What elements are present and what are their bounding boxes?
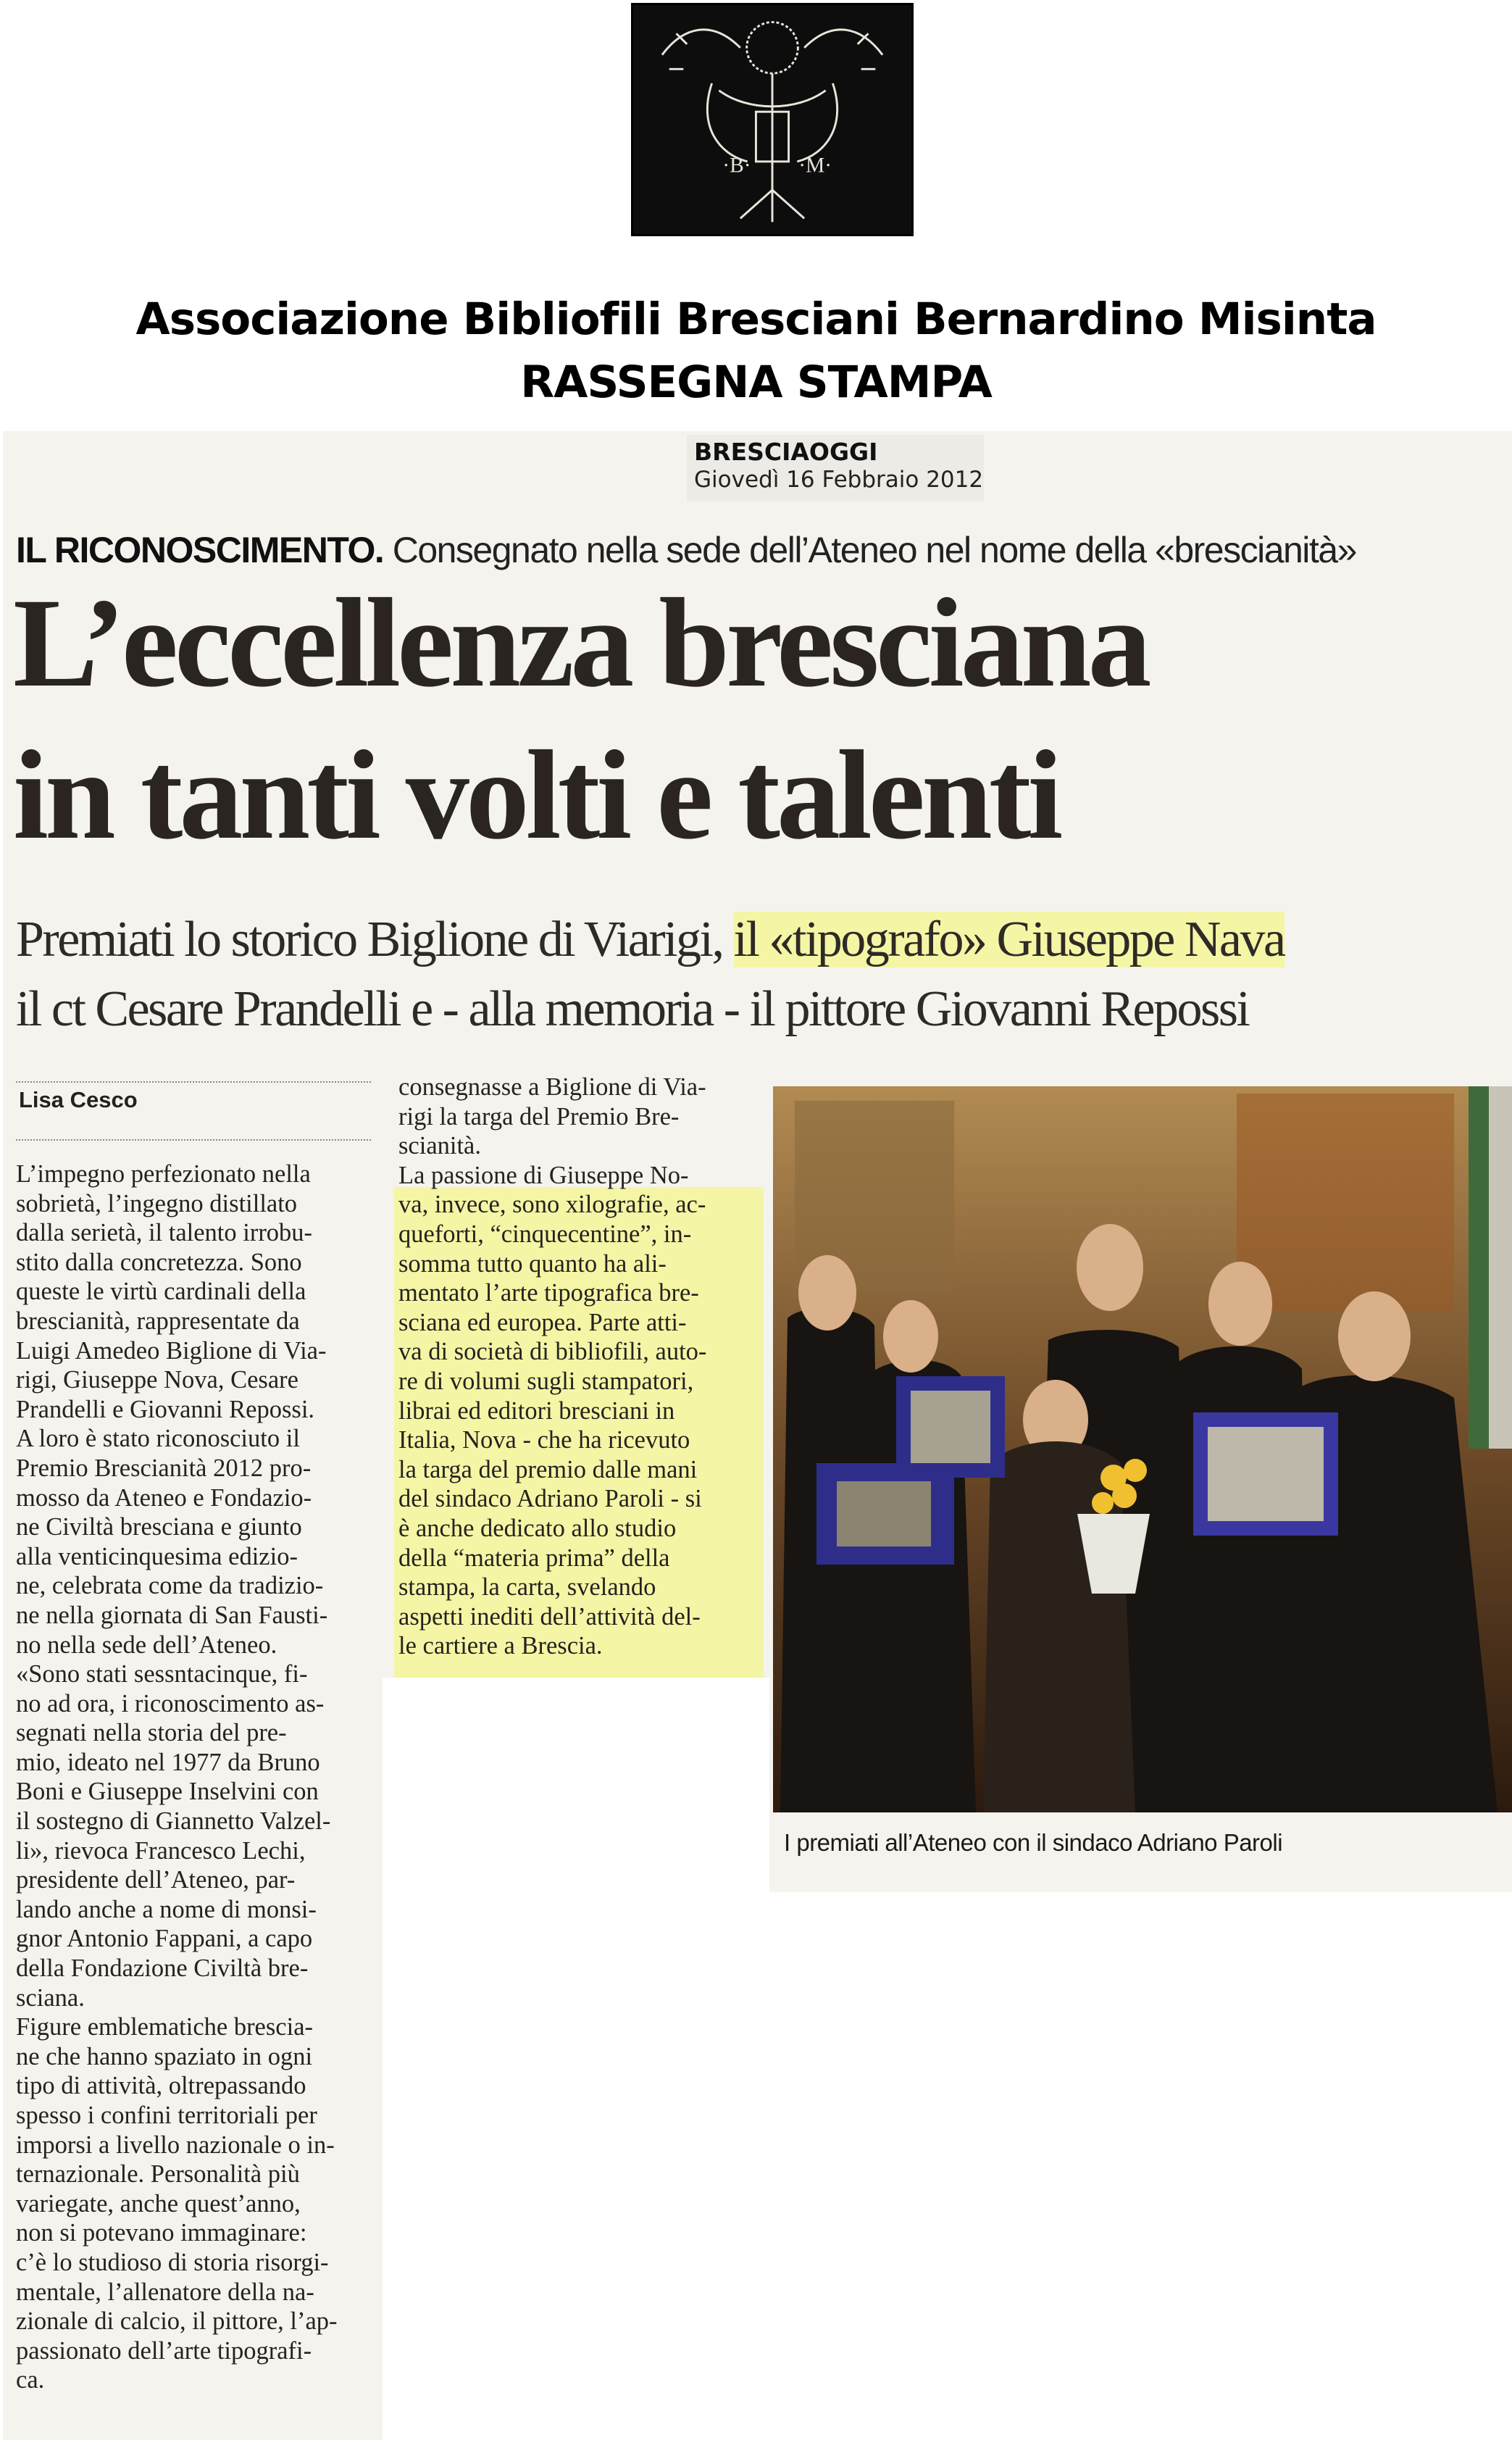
article-text-line: va di società di bibliofili, auto- <box>398 1338 707 1366</box>
clipping-cutout <box>769 1892 1512 2440</box>
article-text-line: queforti, “cinquecentine”, in- <box>398 1220 692 1248</box>
article-text-line: stampa, la carta, svelando <box>398 1573 656 1602</box>
clipping-cutout <box>383 1678 769 2440</box>
article-kicker <box>16 529 1356 571</box>
article-text-line: della “materia prima” della <box>398 1544 670 1572</box>
article-text-line: lando anche a nome di monsi- <box>16 1895 317 1923</box>
kicker-text: Consegnato nella sede dell’Ateneo nel nome della «brescianità» <box>383 530 1356 570</box>
article-text-line: aspetti inediti dell’attività del- <box>398 1602 701 1631</box>
article-text-line: presidente dell’Ateneo, par- <box>16 1866 296 1894</box>
article-text-line: librai ed editori bresciani in <box>398 1396 675 1425</box>
logo-letter-m: ·M· <box>798 154 832 178</box>
article-text-line: c’è lo studioso di storia risorgi- <box>16 2248 329 2276</box>
article-text-line: non si potevano immaginare: <box>16 2219 307 2247</box>
newspaper-name: BRESCIAOGGI <box>694 438 878 466</box>
article-text-line: scianità. <box>398 1132 481 1160</box>
article-text-line: ne nella giornata di San Fausti- <box>16 1601 328 1629</box>
award-ceremony-photo <box>773 1086 1512 1812</box>
article-text-line: la targa del premio dalle mani <box>398 1455 698 1483</box>
article-text-line: spesso i confini territoriali per <box>16 2102 317 2129</box>
organization-name: Associazione Bibliofili Bresciani Bernardino Misinta <box>135 293 1377 345</box>
article-text-line: Premio Brescianità 2012 pro- <box>16 1454 312 1482</box>
article-text-line: somma tutto quanto ha ali- <box>398 1249 667 1278</box>
byline-divider <box>16 1081 371 1083</box>
article-text-line: sciana ed europea. Parte atti- <box>398 1308 687 1336</box>
article-text-line: «Sono stati sessntacinque, fi- <box>16 1660 308 1689</box>
article-text-line: va, invece, sono xilografie, ac- <box>398 1191 706 1219</box>
article-text-line: del sindaco Adriano Paroli - si <box>398 1485 702 1513</box>
article-text-line: mio, ideato nel 1977 da Bruno <box>16 1748 320 1776</box>
article-text-line: L’impegno perfezionato nella <box>16 1160 311 1188</box>
article-text-line: ca. <box>16 2366 45 2394</box>
byline: Lisa Cesco <box>19 1087 138 1112</box>
tree-emblem-icon <box>633 5 911 234</box>
article-text-line: Italia, Nova - che ha ricevuto <box>398 1426 690 1454</box>
byline-divider <box>16 1139 371 1141</box>
article-text-line: zionale di calcio, il pittore, l’ap- <box>16 2307 338 2336</box>
logo-letter-b: ·B· <box>722 154 751 178</box>
article-text-line: ne che hanno spaziato in ogni <box>16 2042 313 2070</box>
article-text-line: consegnasse a Biglione di Via- <box>398 1073 706 1101</box>
article-text-line: il sostegno di Giannetto Valzel- <box>16 1807 331 1836</box>
misinta-logo <box>631 3 914 236</box>
article-text-line: sobrietà, l’ingegno distillato <box>16 1189 298 1217</box>
article-text-line: rigi la targa del Premio Bre- <box>398 1102 680 1131</box>
article-text-line: ternazionale. Personalità più <box>16 2160 300 2189</box>
article-text-line: sciana. <box>16 1983 85 2012</box>
article-text-line: dalla serietà, il talento irrobu- <box>16 1219 313 1247</box>
article-text-line: gnor Antonio Fappani, a capo <box>16 1925 313 1953</box>
article-text-line: passionato dell’arte tipografi- <box>16 2336 312 2365</box>
article-text-line: rigi, Giuseppe Nova, Cesare <box>16 1366 298 1394</box>
article-text-line: della Fondazione Civiltà bre- <box>16 1954 309 1983</box>
article-text-line: imporsi a livello nazionale o in- <box>16 2131 335 2159</box>
article-text-line: re di volumi sugli stampatori, <box>398 1367 694 1395</box>
article-text-line: mentale, l’allenatore della na- <box>16 2278 314 2306</box>
article-text-line: Prandelli e Giovanni Repossi. <box>16 1395 315 1423</box>
article-text-line: A loro è stato riconosciuto il <box>16 1425 300 1453</box>
photo-caption: I premiati all’Ateneo con il sindaco Adriano Paroli <box>784 1829 1283 1856</box>
article-text-line: queste le virtù cardinali della <box>16 1278 306 1306</box>
article-text-line: li», rievoca Francesco Lechi, <box>16 1836 306 1865</box>
subhead-part-a: Premiati lo storico Biglione di Viarigi, <box>16 912 734 967</box>
kicker-label: IL RICONOSCIMENTO. <box>16 530 384 570</box>
press-review-title: RASSEGNA STAMPA <box>520 357 992 408</box>
article-text-line: no ad ora, i riconoscimento as- <box>16 1689 325 1717</box>
article-text-line: segnati nella storia del pre- <box>16 1719 287 1747</box>
article-text-line: brescianità, rappresentate da <box>16 1307 300 1335</box>
article-text-line: è anche dedicato allo studio <box>398 1514 677 1542</box>
article-text-line: La passione di Giuseppe No- <box>398 1161 689 1189</box>
article-text-line: mosso da Ateneo e Fondazio- <box>16 1483 312 1512</box>
article-text-line: stito dalla concretezza. Sono <box>16 1248 302 1276</box>
subheadline-line-2: il ct Cesare Prandelli e - alla memoria - il pittore Giovanni Repossi <box>16 981 1249 1037</box>
subhead-highlighted: il «tipografo» Giuseppe Nava <box>733 912 1285 967</box>
article-text-line: variegate, anche quest’anno, <box>16 2189 301 2218</box>
article-text-line: mentato l’arte tipografica bre- <box>398 1279 699 1307</box>
headline-line-1: L’eccellenza bresciana <box>13 572 1148 714</box>
article-text-line: tipo di attività, oltrepassando <box>16 2072 306 2100</box>
article-text-line: alla venticinquesima edizio- <box>16 1542 298 1570</box>
article-text-line: Figure emblematiche brescia- <box>16 2013 313 2041</box>
article-text-line: Luigi Amedeo Biglione di Via- <box>16 1336 327 1365</box>
article-text-line: le cartiere a Brescia. <box>398 1632 603 1660</box>
publication-date: Giovedì 16 Febbraio 2012 <box>694 467 984 493</box>
article-column-2 <box>398 1073 753 1661</box>
article-text-line: Boni e Giuseppe Inselvini con <box>16 1778 319 1806</box>
article-text-line: no nella sede dell’Ateneo. <box>16 1631 277 1659</box>
article-column-1 <box>16 1159 374 2395</box>
subheadline-line-1 <box>16 912 1285 967</box>
article-text-line: ne Civiltà bresciana e giunto <box>16 1513 302 1541</box>
article-text-line: ne, celebrata come da tradizio- <box>16 1572 324 1600</box>
headline-line-2: in tanti volti e talenti <box>13 725 1060 866</box>
